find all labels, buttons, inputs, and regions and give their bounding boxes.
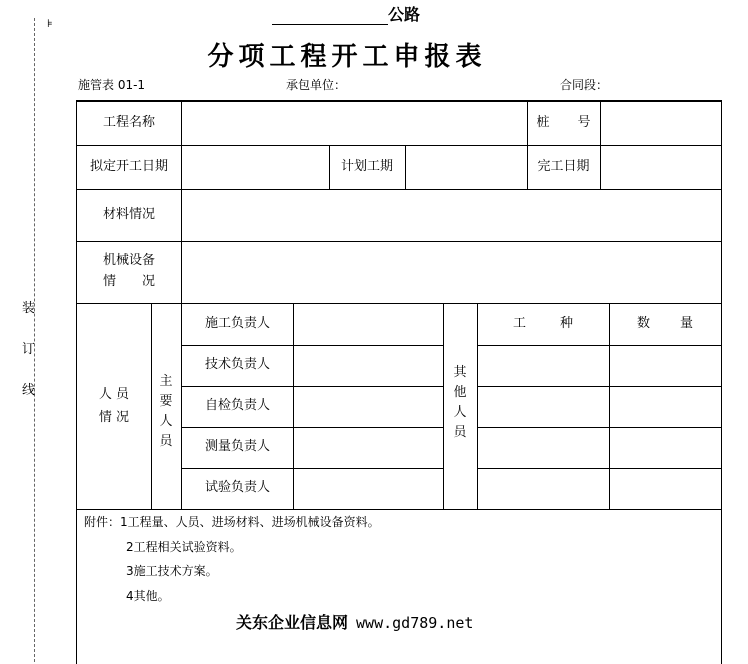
footer-watermark — [236, 610, 473, 633]
label-other-personnel: 其 他 人 员 — [453, 365, 467, 440]
label-planned-duration: 计划工期 — [340, 158, 393, 174]
project-name-field[interactable] — [182, 102, 527, 145]
quantity-field-1[interactable] — [610, 345, 721, 386]
label-materials: 材料情况 — [102, 206, 155, 222]
trade-field-3[interactable] — [478, 427, 609, 468]
attachments-lead: 附件： — [84, 515, 121, 529]
label-planned-start: 拟定开工日期 — [89, 158, 168, 174]
corner-mark: ⊧ — [47, 17, 53, 30]
role-testing-lead: 试验负责人 — [204, 480, 270, 496]
label-equipment — [77, 241, 181, 303]
label-pile-no-2: 号 — [577, 115, 591, 131]
attachment-item-1: 附件：1工程量、人员、进场材料、进场机械设备资料。 — [84, 515, 380, 529]
label-project-name: 工程名称 — [102, 115, 155, 131]
self-inspection-lead-field[interactable] — [294, 386, 443, 427]
trade-field-2[interactable] — [478, 386, 609, 427]
contract-section-label: 合同段： — [560, 78, 609, 92]
attachment-item-2: 2工程相关试验资料。 — [126, 540, 242, 554]
construction-lead-field[interactable] — [294, 303, 443, 345]
road-suffix: 公路 — [388, 5, 421, 24]
label-main-personnel: 主 要 人 员 — [159, 374, 173, 449]
testing-lead-field[interactable] — [294, 468, 443, 509]
label-equipment-line1: 机械设备 — [102, 253, 155, 269]
planned-start-field[interactable] — [182, 145, 329, 189]
quantity-field-3[interactable] — [610, 427, 721, 468]
contractor-label: 承包单位： — [286, 78, 347, 92]
page-title: 分项工程开工申报表 — [207, 42, 487, 72]
planned-duration-field[interactable] — [406, 145, 527, 189]
road-name-line — [272, 2, 420, 25]
label-personnel-line2: 情 况 — [98, 410, 130, 425]
label-pile-no — [527, 102, 600, 145]
footer-brand: 关东企业信息网 — [236, 613, 349, 632]
completion-date-field[interactable] — [601, 145, 721, 189]
header-trade: 工 种 — [512, 315, 574, 331]
col-divider — [443, 303, 444, 509]
pile-no-field[interactable] — [601, 102, 721, 145]
binding-char-2: 订 — [22, 342, 36, 357]
quantity-field-2[interactable] — [610, 386, 721, 427]
binding-char-1: 装 — [22, 301, 36, 316]
header-quantity: 数 量 — [636, 315, 694, 331]
footer-url[interactable]: www.gd789.net — [356, 614, 474, 632]
label-pile-no-1: 桩 — [536, 115, 550, 131]
role-survey-lead: 测量负责人 — [204, 439, 270, 455]
row-divider — [77, 509, 721, 510]
form-number: 施管表 01-1 — [78, 78, 146, 92]
label-personnel — [77, 303, 151, 509]
role-construction-lead: 施工负责人 — [204, 315, 270, 331]
label-personnel-line1: 人 员 — [98, 386, 130, 402]
trade-field-1[interactable] — [478, 345, 609, 386]
road-name-blank[interactable] — [272, 6, 388, 25]
label-equipment-line2: 情 况 — [102, 274, 156, 289]
form-table — [76, 100, 722, 664]
col-divider — [151, 303, 152, 509]
trade-field-4[interactable] — [478, 468, 609, 509]
attachment-item-3: 3施工技术方案。 — [126, 564, 218, 578]
equipment-field[interactable] — [182, 241, 721, 303]
technical-lead-field[interactable] — [294, 345, 443, 386]
survey-lead-field[interactable] — [294, 427, 443, 468]
quantity-field-4[interactable] — [610, 468, 721, 509]
materials-field[interactable] — [182, 189, 721, 241]
role-technical-lead: 技术负责人 — [204, 357, 270, 373]
attachment-item-4: 4其他。 — [126, 589, 170, 603]
binding-char-3: 线 — [22, 383, 36, 398]
label-completion-date: 完工日期 — [537, 158, 590, 174]
role-self-inspection-lead: 自检负责人 — [204, 398, 270, 414]
